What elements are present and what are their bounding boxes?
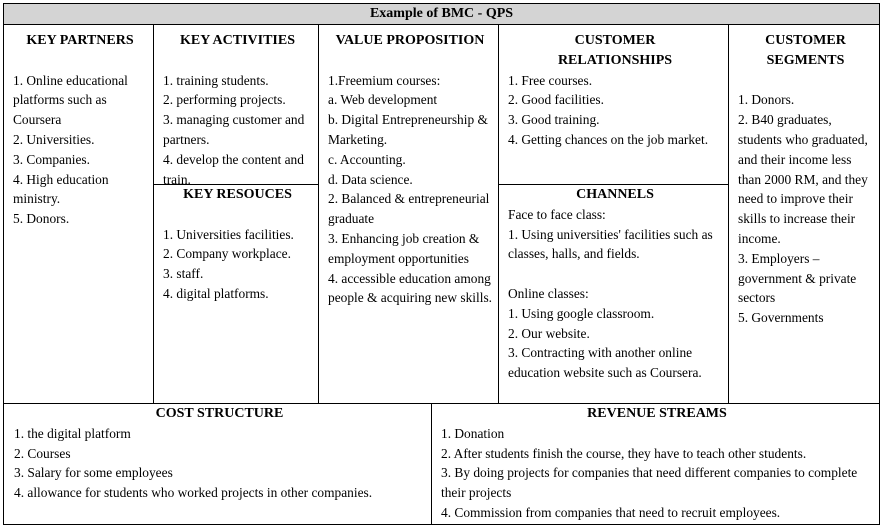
customer-relationships-heading: CUSTOMER RELATIONSHIPS [557, 33, 673, 68]
channels-online-list [508, 304, 722, 383]
list-item: 3. Employers – government & private sectors [738, 250, 857, 306]
list-item: 3. By doing projects for companies that need different companies to complete their projects [441, 465, 858, 501]
key-activities-list [163, 71, 312, 190]
key-partners-heading: KEY PARTNERS [26, 33, 134, 48]
list-item: 4. High education ministry. [13, 171, 109, 207]
list-item: 1. Universities facilities. [163, 226, 294, 242]
cost-structure-list [14, 424, 425, 503]
revenue-streams-block [431, 403, 880, 525]
list-item: 3. staff. [163, 266, 204, 282]
list-item: 5. Governments [738, 310, 824, 326]
list-item: 2. Our website. [508, 325, 590, 341]
list-item: 3. Companies. [13, 151, 90, 167]
key-activities-heading: KEY ACTIVITIES [179, 33, 296, 48]
list-item: c. Accounting. [328, 151, 406, 167]
customer-segments-list [738, 90, 873, 328]
list-item: 1. Using universities' facilities such as classes, halls, and fields. [508, 226, 713, 262]
list-item: 3. Good training. [508, 112, 600, 128]
list-item: 4. Commission from companies that need to recruit employees. [441, 504, 781, 520]
list-item: 4. develop the content and train. [163, 151, 304, 187]
customer-segments-heading: CUSTOMER SEGMENTS [765, 33, 846, 68]
list-item: 1. Free courses. [508, 72, 593, 88]
value-proposition-list [328, 71, 492, 309]
list-item: 2. performing projects. [163, 92, 286, 108]
list-item: 1. training students. [163, 72, 269, 88]
list-item: 1. Online educational platforms such as Coursera [13, 72, 128, 128]
revenue-streams-heading: REVENUE STREAMS [587, 406, 727, 421]
key-partners-block [3, 24, 154, 404]
list-item: 3. Salary for some employees [14, 465, 173, 481]
channels-face-to-face-list [508, 225, 722, 265]
list-item: 5. Donors. [13, 211, 70, 227]
list-item: 4. Getting chances on the job market. [508, 131, 709, 147]
channels-block [498, 184, 729, 404]
list-item: 2. B40 graduates, students who graduated, and their income less than 2000 RM, and they need to improve their skills to increase their income. [738, 112, 868, 246]
list-item: 1. the digital platform [14, 425, 131, 441]
list-item: 1. Donation [441, 425, 505, 441]
key-resources-heading: KEY RESOUCES [183, 187, 292, 202]
value-proposition-heading: VALUE PROPOSITION [335, 33, 485, 48]
list-item: 3. Contracting with another online education website such as Coursera. [508, 345, 702, 381]
list-item: 4. digital platforms. [163, 285, 269, 301]
list-item: d. Data science. [328, 171, 413, 187]
customer-relationships-block [498, 24, 729, 185]
list-item: 2. Balanced & entrepreneurial graduate [328, 191, 490, 227]
list-item: 2. Universities. [13, 131, 95, 147]
list-item: 1. Using google classroom. [508, 305, 655, 321]
list-item: 4. allowance for students who worked projects in other companies. [14, 485, 373, 501]
channels-face-to-face-label: Face to face class: [508, 206, 606, 222]
key-partners-list [13, 71, 147, 229]
channels-heading: CHANNELS [576, 187, 654, 202]
cost-structure-heading: COST STRUCTURE [155, 406, 284, 421]
list-item: 3. managing customer and partners. [163, 112, 305, 147]
list-item: 1.Freemium courses: [328, 72, 441, 88]
list-item: 2. Company workplace. [163, 246, 291, 262]
key-activities-block [153, 24, 319, 185]
revenue-streams-list [441, 424, 873, 523]
list-item: 1. Donors. [738, 92, 795, 108]
list-item: a. Web development [328, 92, 438, 108]
list-item: 3. Enhancing job creation & employment opportunities [328, 230, 480, 266]
customer-segments-block [728, 24, 880, 404]
value-proposition-block [318, 24, 499, 404]
canvas-title: Example of BMC - QPS [3, 3, 880, 25]
cost-structure-block [3, 403, 432, 525]
list-item: 4. accessible education among people & acquiring new skills. [328, 270, 493, 306]
key-resources-block [153, 184, 319, 404]
key-resources-list [163, 225, 312, 304]
list-item: 2. Good facilities. [508, 92, 604, 108]
customer-relationships-list [508, 71, 722, 150]
channels-online-label: Online classes: [508, 285, 589, 301]
list-item: 2. After students finish the course, they have to teach other students. [441, 445, 807, 461]
list-item: b. Digital Entrepreneurship & Marketing. [328, 112, 488, 147]
list-item: 2. Courses [14, 445, 71, 461]
